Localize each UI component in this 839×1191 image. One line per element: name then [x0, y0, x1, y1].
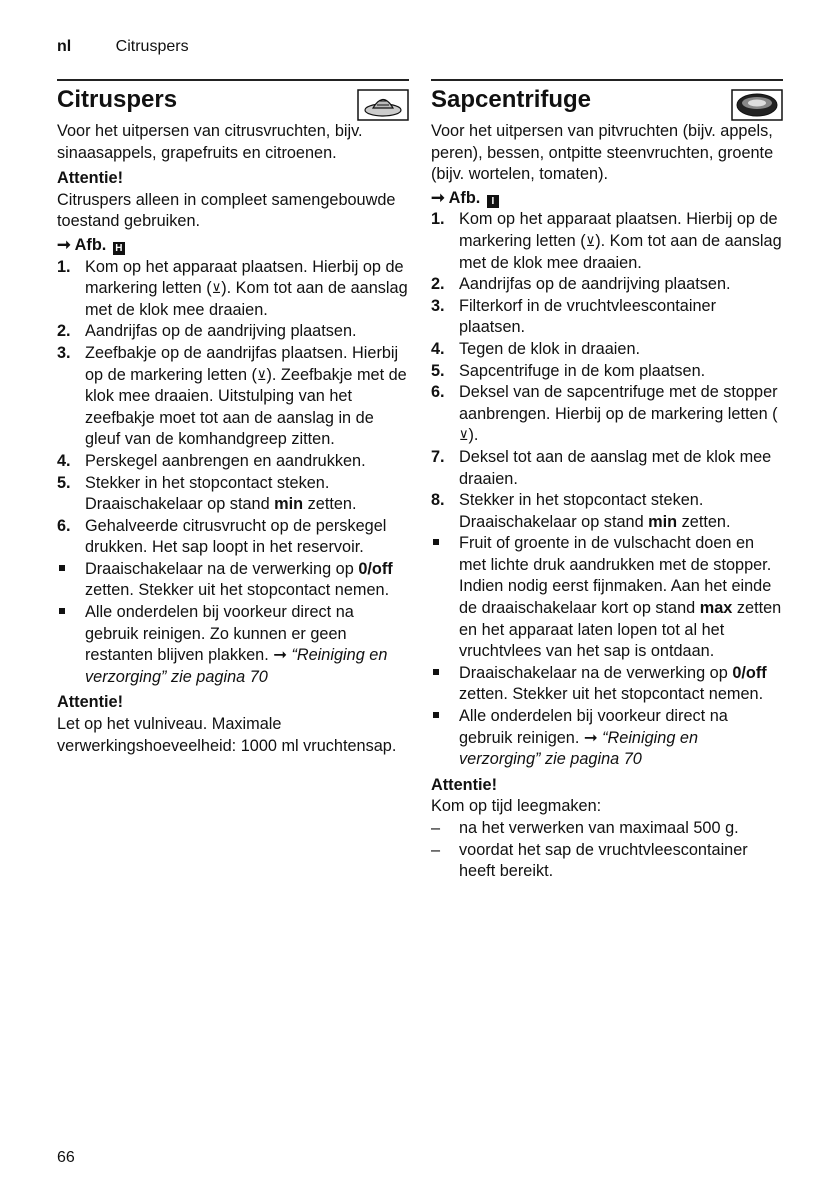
marking-icon: ⊻	[211, 281, 222, 297]
marking-icon: ⊻	[459, 428, 469, 444]
citrus-press-icon	[357, 89, 409, 121]
bullet-text: Fruit of groente in de vulschacht doen en met lichte druk aandrukken met de stopper. Indien nodig eerst fijnmaken. Aan het einde de draaischakelaar kort op stand	[459, 534, 772, 618]
step-text: Stekker in het stopcontact steken. Draaischakelaar op stand	[459, 491, 704, 531]
figure-number: I	[487, 195, 499, 208]
bullet-text: zetten. Stekker uit het stopcontact nemen.	[459, 685, 764, 704]
arrow-icon: ➞	[57, 235, 71, 254]
list-item	[431, 840, 783, 883]
step-text: Sapcentrifuge in de kom plaatsen.	[459, 361, 706, 380]
step-number: 5.	[57, 473, 71, 492]
step-text: ). Zeefbakje met de klok mee draaien. Uitstulping van het zeefbakje moet tot aan de aanslag in de gleuf van de komhandgreep zitten.	[85, 365, 407, 449]
language-code: nl	[57, 38, 72, 55]
list-item	[57, 321, 409, 343]
intro-text: Voor het uitpersen van citrusvruchten, bijv. sinaasappels, grapefruits en citroenen.	[57, 122, 363, 162]
list-item	[57, 451, 409, 473]
step-number: 4.	[57, 451, 71, 470]
figure-reference	[57, 235, 409, 257]
list-item	[431, 663, 783, 706]
list-item	[431, 818, 783, 840]
list-item	[431, 339, 783, 361]
step-number: 6.	[57, 516, 71, 535]
step-text: Perskegel aanbrengen en aandrukken.	[85, 451, 366, 470]
step-text: Deksel van de sapcentrifuge met de stopper aanbrengen. Hierbij op de markering letten (	[459, 383, 778, 423]
dash-list	[431, 818, 783, 883]
page-number: 66	[57, 1149, 75, 1166]
step-number: 8.	[431, 491, 445, 510]
step-text: Filterkorf in de vruchtvleescontainer plaatsen.	[459, 296, 716, 337]
list-item	[431, 533, 783, 663]
bullet-text: zetten. Stekker uit het stopcontact nemen.	[85, 581, 390, 600]
step-text: ). Kom tot aan de aanslag met de klok mee draaien.	[459, 231, 782, 272]
list-item	[57, 343, 409, 451]
cross-reference: “Reiniging en verzorging” zie pagina 70	[459, 728, 699, 769]
list-item	[431, 447, 783, 490]
attention-heading: Attentie!	[431, 775, 498, 794]
figure-label: Afb.	[74, 235, 107, 254]
attention-heading: Attentie!	[57, 693, 124, 712]
step-text: Deksel tot aan de aanslag met de klok mee draaien.	[459, 447, 772, 488]
arrow-icon: ➞	[431, 188, 445, 207]
setting-label: min	[274, 495, 304, 514]
running-header	[57, 38, 189, 56]
step-text: Aandrijfas op de aandrijving plaatsen.	[85, 322, 357, 341]
step-number: 2.	[431, 275, 445, 294]
step-text: zetten.	[677, 512, 731, 531]
bullet-text: Alle onderdelen bij voorkeur direct na gebruik reinigen.	[459, 707, 728, 747]
step-text: Tegen de klok in draaien.	[459, 339, 641, 358]
section-title: Citruspers	[57, 86, 178, 113]
step-number: 5.	[431, 361, 445, 380]
list-item	[57, 473, 409, 516]
step-number: 1.	[431, 210, 445, 229]
bullet-text: Alle onderdelen bij voorkeur direct na gebruik reinigen. Zo kunnen er geen restanten blijven plakken.	[85, 603, 354, 665]
marking-icon: ⊻	[256, 367, 267, 383]
bullet-icon	[431, 663, 459, 706]
bullet-text: zetten en het apparaat laten lopen tot al het vruchtvlees van het sap is ontdaan.	[459, 599, 782, 661]
list-item	[431, 361, 783, 383]
list-item	[431, 296, 783, 339]
section-title: Sapcentrifuge	[431, 86, 592, 113]
step-text: Kom op het apparaat plaatsen. Hierbij op de markering letten (	[85, 257, 404, 298]
figure-label: Afb.	[448, 188, 481, 207]
list-item	[57, 516, 409, 559]
step-number: 1.	[57, 257, 71, 276]
juice-centrifuge-icon	[731, 89, 783, 121]
step-text: Zeefbakje op de aandrijfas plaatsen. Hierbij op de markering letten (	[85, 343, 399, 384]
step-number: 2.	[57, 322, 71, 341]
attention-heading: Attentie!	[57, 169, 124, 188]
figure-number: H	[113, 242, 125, 255]
step-text: Stekker in het stopcontact steken. Draaischakelaar op stand	[85, 473, 330, 514]
bullet-icon	[431, 533, 459, 663]
step-text: zetten.	[303, 495, 357, 514]
setting-label: min	[648, 512, 678, 531]
bullet-list	[431, 533, 783, 771]
bullet-text: Draaischakelaar na de verwerking op	[85, 559, 359, 578]
steps-list	[431, 209, 783, 533]
sapcentrifuge-column	[431, 79, 783, 883]
step-number: 7.	[431, 447, 445, 466]
dash-icon: –	[431, 819, 441, 837]
step-text: Gehalveerde citrusvrucht op de perskegel drukken. Het sap loopt in het reservoir.	[85, 516, 387, 557]
step-number: 3.	[431, 296, 445, 315]
list-item	[431, 706, 783, 771]
intro-text: Voor het uitpersen van pitvruchten (bijv. appels, peren), bessen, ontpitte steenvruchten, groente (bijv. wortelen, tomaten).	[431, 122, 774, 184]
attention-text: Let op het vulniveau. Maximale verwerkingshoeveelheid: 1000 ml vruchtensap.	[57, 715, 397, 755]
attention-text: Kom op tijd leegmaken:	[431, 797, 602, 816]
dash-icon: –	[431, 840, 441, 859]
figure-reference	[431, 188, 783, 210]
list-item	[431, 274, 783, 296]
arrow-icon: ➞	[273, 646, 292, 665]
step-text: ).	[468, 426, 479, 445]
setting-label: 0/off	[732, 663, 767, 682]
list-item	[431, 382, 783, 447]
dash-text: na het verwerken van maximaal 500 g.	[459, 819, 739, 837]
step-text: Kom op het apparaat plaatsen. Hierbij op de markering letten (	[459, 210, 778, 250]
citruspers-column	[57, 79, 409, 757]
bullet-icon	[57, 559, 85, 602]
list-item	[431, 209, 783, 274]
list-item	[57, 602, 409, 688]
step-text: ). Kom tot aan de aanslag met de klok mee draaien.	[85, 279, 408, 319]
bullet-list	[57, 559, 409, 689]
bullet-icon	[431, 706, 459, 771]
cross-reference: “Reiniging en verzorging” zie pagina 70	[85, 646, 388, 686]
list-item	[431, 490, 783, 533]
setting-label: 0/off	[358, 559, 393, 578]
steps-list	[57, 257, 409, 559]
bullet-icon	[57, 602, 85, 688]
setting-label: max	[699, 599, 733, 618]
dash-text: voordat het sap de vruchtvleescontainer heeft bereikt.	[459, 840, 748, 881]
step-number: 6.	[431, 383, 445, 402]
header-section: Citruspers	[115, 38, 189, 55]
marking-icon: ⊻	[585, 233, 596, 249]
list-item	[57, 257, 409, 322]
list-item	[57, 559, 409, 602]
step-text: Aandrijfas op de aandrijving plaatsen.	[459, 275, 731, 294]
arrow-icon: ➞	[583, 728, 603, 747]
attention-text: Citruspers alleen in compleet samengebouwde toestand gebruiken.	[57, 190, 396, 231]
bullet-text: Draaischakelaar na de verwerking op	[459, 663, 733, 682]
step-number: 3.	[57, 343, 71, 362]
step-number: 4.	[431, 339, 445, 358]
